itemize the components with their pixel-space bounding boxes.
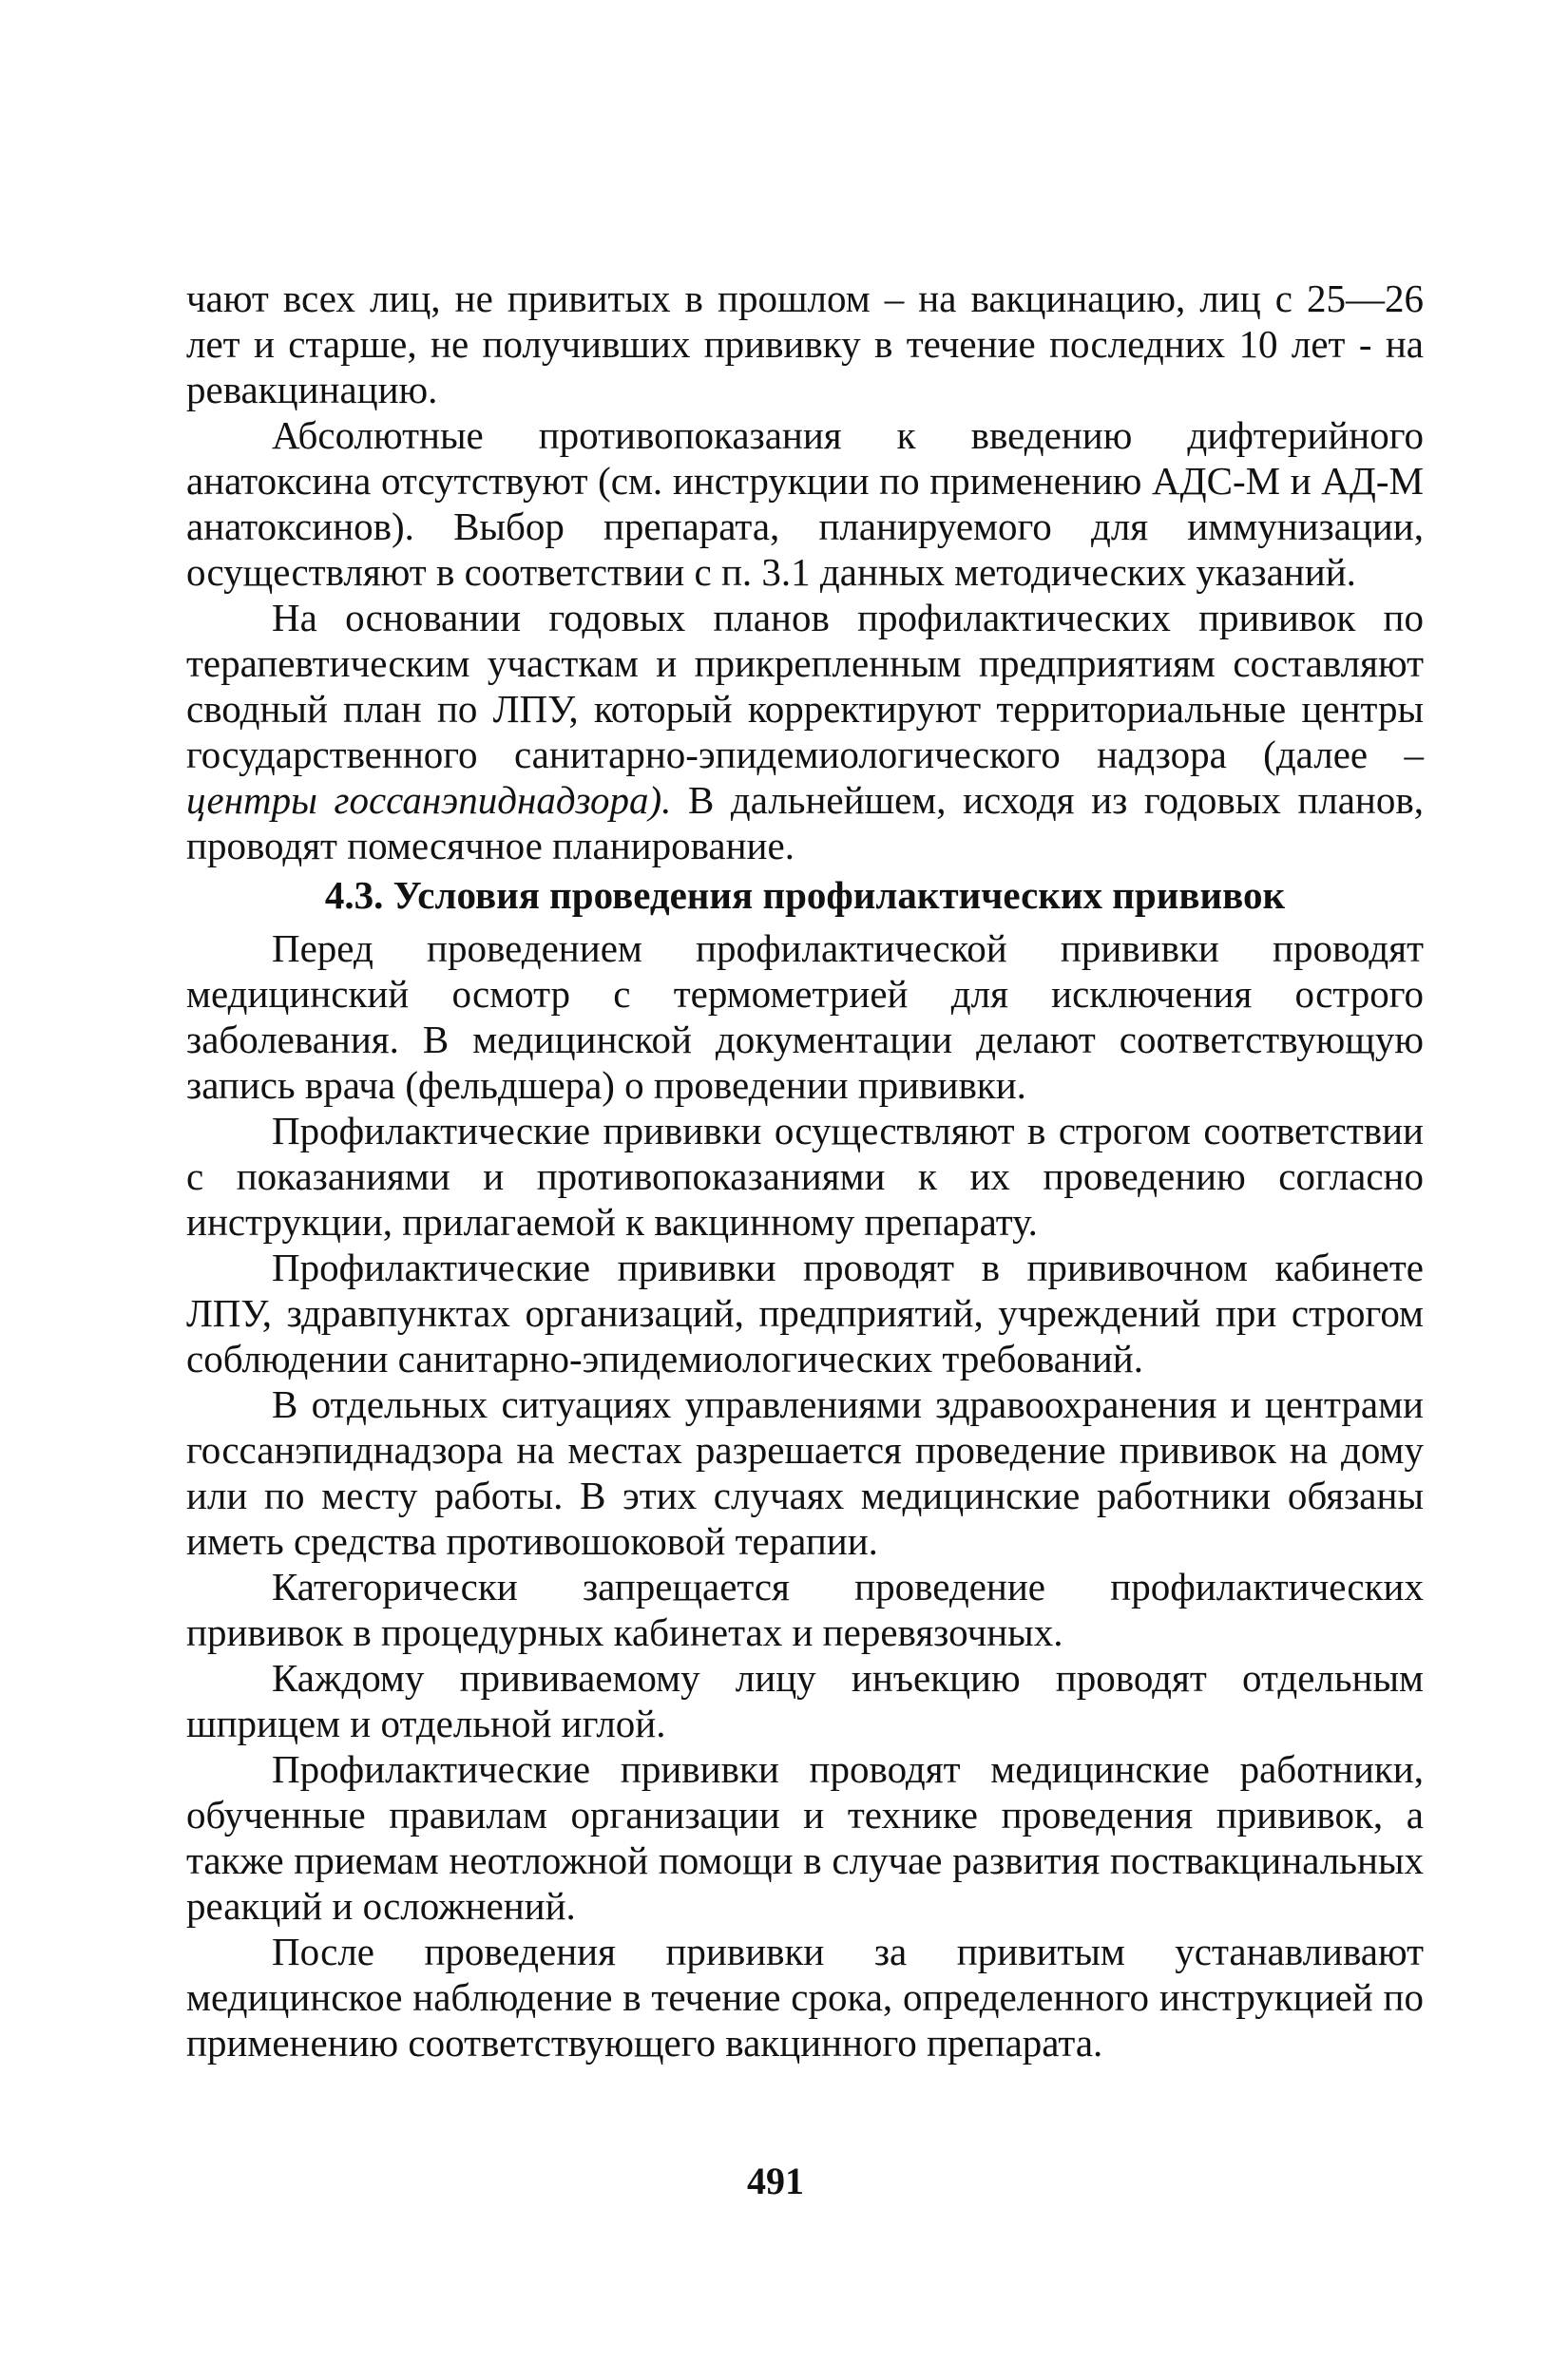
paragraph-prohibition: Категорически запрещается проведение профилактических прививок в процедурных кабинетах и перевязочных. <box>186 1565 1424 1654</box>
paragraph-indications: Профилактические прививки осуществляют в строгом соответствии с показаниями и противопоказаниями к их проведению согласно инструкции, прилагаемой к вакцинному препарату. <box>186 1109 1424 1244</box>
paragraph-syringe: Каждому прививаемому лицу инъекцию проводят отдельным шприцем и отдельной иглой. <box>186 1656 1424 1745</box>
page-number: 491 <box>747 2160 804 2202</box>
paragraph-medical-exam: Перед проведением профилактической прививки проводят медицинский осмотр с термометрией для исключения острого заболевания. В медицинской документации делают соответствующую запись врача (фельдшера) о проведении прививки. <box>186 926 1424 1107</box>
paragraph-medical-workers: Профилактические прививки проводят медицинские работники, обученные правилам организации и технике проведения прививок, а также приемам неотложной помощи в случае развития поствакцинальных реакций и осложнений. <box>186 1747 1424 1928</box>
section-heading: 4.3. Условия проведения профилактических прививок <box>324 873 1286 917</box>
paragraph-contraindications: Абсолютные противопоказания к введению дифтерийного анатоксина отсутствуют (см. инструкции по применению АДС-М и АД-М анатоксинов). Выбор препарата, планируемого для иммунизации, осуществляют в соответствии с п. 3.1 данных методических указаний. <box>186 413 1424 594</box>
page-body <box>186 276 1424 2066</box>
paragraph-continuation: чают всех лиц, не привитых в прошлом – на вакцинацию, лиц с 25—26 лет и старше, не получивших прививку в течение последних 10 лет - на ревакцинацию. <box>186 276 1424 411</box>
paragraph-annual-plans-start: На основании годовых планов профилактических прививок по терапевтическим участкам и прикрепленным предприятиям составляют сводный план по ЛПУ, который корректируют территориальные центры государственного санитарно-эпидемиологического надзора (далее – <box>186 596 1424 776</box>
paragraph-annual-plans-end: В дальнейшем, исходя из годовых планов, проводят помесячное планирование. <box>186 778 1424 867</box>
paragraph-vaccination-room: Профилактические прививки проводят в прививочном кабинете ЛПУ, здравпунктах организаций, предприятий, учреждений при строгом соблюдении санитарно-эпидемиологических требований. <box>186 1246 1424 1380</box>
paragraph-annual-plans <box>186 595 1424 868</box>
paragraph-annual-plans-italic: центры госсанэпиднадзора). <box>186 778 672 822</box>
paragraph-home-vaccination: В отдельных ситуациях управлениями здравоохранения и центрами госсанэпиднадзора на местах разрешается проведение прививок на дому или по месту работы. В этих случаях медицинские работники обязаны иметь средства противошоковой терапии. <box>186 1382 1424 1563</box>
paragraph-observation: После проведения прививки за привитым устанавливают медицинское наблюдение в течение срока, определенного инструкцией по применению соответствующего вакцинного препарата. <box>186 1930 1424 2065</box>
